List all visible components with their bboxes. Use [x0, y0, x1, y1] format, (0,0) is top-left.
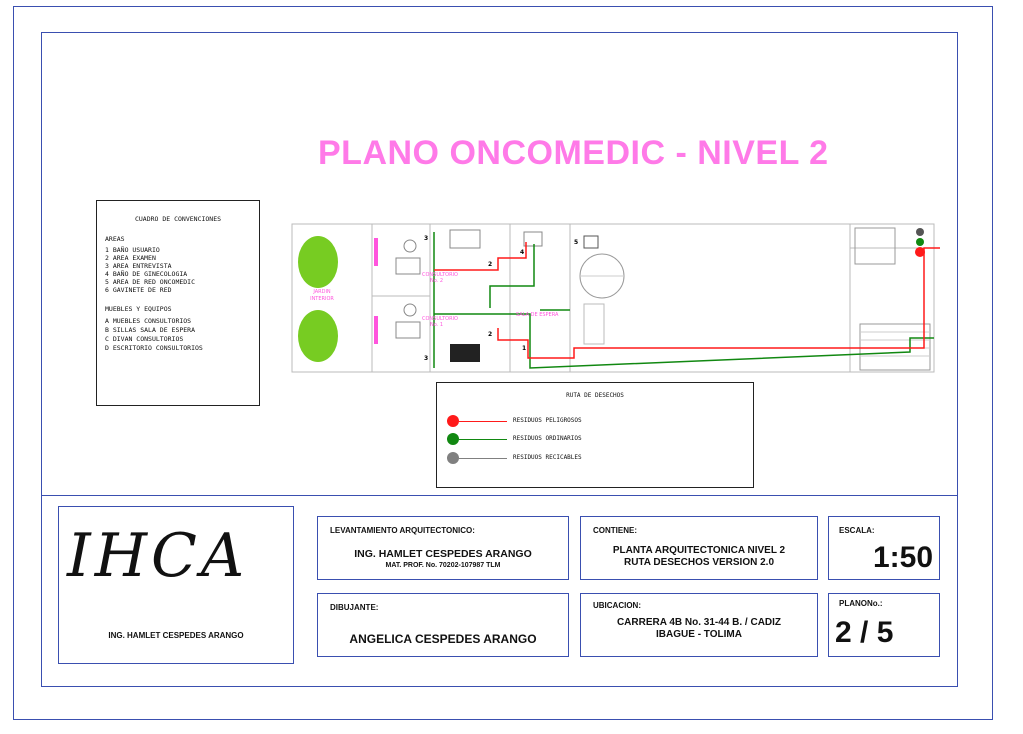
contiene-line-1: PLANTA ARQUITECTONICA NIVEL 2: [612, 545, 786, 556]
floor-plan: [290, 218, 950, 376]
plan-title: PLANO ONCOMEDIC - NIVEL 2: [318, 134, 829, 172]
dibujante-label: DIBUJANTE:: [330, 603, 379, 612]
plano-label: PLANONo.:: [839, 599, 883, 608]
label-area-3: 3: [424, 235, 429, 242]
legend-furniture-item: D ESCRITORIO CONSULTORIOS: [105, 344, 203, 352]
escala-box: [828, 516, 940, 580]
ubicacion-line-1: CARRERA 4B No. 31-44 B. / CADIZ: [616, 617, 782, 628]
legend-furniture-item: B SILLAS SALA DE ESPERA: [105, 326, 196, 334]
escala-label: ESCALA:: [839, 526, 875, 535]
legend-area-item: 5 AREA DE RED ONCOMEDIC: [105, 278, 196, 286]
legend-area-item: 3 AREA ENTREVISTA: [105, 262, 172, 270]
legend-title: CUADRO DE CONVENCIONES: [134, 215, 222, 223]
green-dot-icon: [447, 433, 459, 445]
legend-area-item: 6 GAVINETE DE RED: [105, 286, 172, 294]
ubicacion-box: [580, 593, 818, 657]
label-consultorio-2: CONSULTORIO: [422, 272, 458, 278]
label-interior: INTERIOR: [310, 296, 334, 302]
gray-dot-icon: [447, 452, 459, 464]
waste-route-title: RUTA DE DESECHOS: [566, 392, 624, 399]
legend-box: [96, 200, 260, 406]
contiene-label: CONTIENE:: [593, 526, 637, 535]
waste-route-legend: [436, 382, 754, 488]
dibujante-box: [317, 593, 569, 657]
legend-areas-title: AREAS: [105, 235, 125, 243]
legend-furniture-item: A MUEBLES CONSULTORIOS: [105, 317, 192, 325]
legend-area-item: 1 BAÑO USUARIO: [105, 246, 160, 254]
label-area-1: 1: [522, 345, 527, 352]
firm-logo-box: [58, 506, 294, 664]
ubicacion-line-2: IBAGUE - TOLIMA: [656, 629, 742, 640]
waste-route-label: RESIDUOS RECICABLES: [513, 454, 582, 461]
waste-route-label: RESIDUOS ORDINARIOS: [513, 435, 582, 442]
waste-route-label: RESIDUOS PELIGROSOS: [513, 417, 582, 424]
label-area-2: 2: [488, 261, 493, 268]
legend-furniture-item: C DIVAN CONSULTORIOS: [105, 335, 184, 343]
levantamiento-name: ING. HAMLET CESPEDES ARANGO: [354, 548, 532, 560]
dibujante-name: ANGELICA CESPEDES ARANGO: [349, 632, 537, 646]
label-area-4: 4: [520, 249, 525, 256]
label-area-5: 5: [574, 239, 579, 246]
plano-box: [828, 593, 940, 657]
label-consultorio-1-no: No. 1: [430, 322, 444, 328]
firm-name: ING. HAMLET CESPEDES ARANGO: [108, 631, 244, 640]
levantamiento-box: [317, 516, 569, 580]
levantamiento-label: LEVANTAMIENTO ARQUITECTONICO:: [330, 526, 475, 535]
contiene-line-2: RUTA DESECHOS VERSION 2.0: [623, 557, 775, 568]
levantamiento-mat: MAT. PROF. No. 70202-107987 TLM: [385, 562, 501, 569]
legend-area-item: 4 BAÑO DE GINECOLOGIA: [105, 270, 188, 278]
legend-furniture-title: MUEBLES Y EQUIPOS: [105, 305, 172, 313]
red-dot-icon: [447, 415, 459, 427]
escala-value: 1:50: [872, 541, 933, 574]
label-consultorio-1: CONSULTORIO: [422, 316, 458, 322]
label-area-2: 2: [488, 331, 493, 338]
plano-value: 2 / 5: [835, 616, 894, 649]
ubicacion-label: UBICACION:: [593, 601, 641, 610]
firm-logo: IHCA: [67, 521, 249, 591]
legend-area-item: 2 AREA EXAMEN: [105, 254, 156, 262]
contiene-box: [580, 516, 818, 580]
label-consultorio-2-no: No. 2: [430, 278, 444, 284]
label-area-3: 3: [424, 355, 429, 362]
title-block-divider: [41, 495, 958, 496]
label-jardin: JARDIN: [313, 289, 331, 295]
label-sala-espera: SALA DE ESPERA: [516, 312, 559, 318]
